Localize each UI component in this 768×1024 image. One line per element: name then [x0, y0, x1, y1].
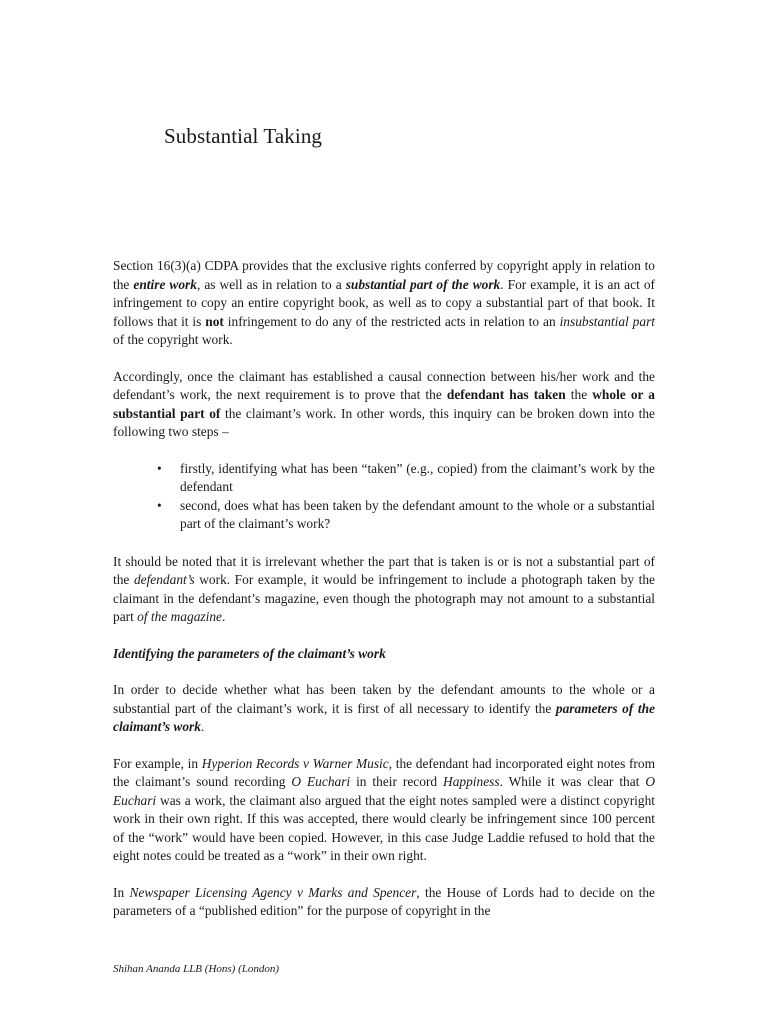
- work-title: O Euchari: [291, 774, 351, 789]
- emphasis-defendant-has-taken: defendant has taken: [446, 387, 566, 402]
- emphasis-defendants: defendant’s: [133, 572, 195, 587]
- paragraph-newspaper: [113, 884, 655, 921]
- text-run: . For example, it is an act of infringement to copy an entire copyright book, as well as to copy a substantial part of that book. It follows that it is: [113, 276, 655, 329]
- bullet-icon: •: [157, 460, 162, 476]
- text-run: Section 16(3)(a) CDPA provides that the exclusive rights conferred by copyright apply in relation to the: [113, 258, 655, 292]
- paragraph-irrelevant: [113, 553, 655, 627]
- text-run: the claimant’s work. In other words, this inquiry can be broken down into the following two steps –: [113, 405, 655, 439]
- list-item-text: second, does what has been taken by the defendant amount to the whole or a substantial part of the claimant’s work?: [180, 497, 655, 531]
- text-run: the: [565, 387, 593, 402]
- text-run: In: [113, 884, 130, 900]
- page-title: Substantial Taking: [164, 124, 323, 148]
- work-title: Happiness: [443, 774, 500, 789]
- list-item-text: firstly, identifying what has been “taken” (e.g., copied) from the claimant’s work by the defendant: [180, 460, 655, 494]
- text-run: infringement to do any of the restricted acts in relation to an: [223, 313, 560, 329]
- paragraph-order-to-decide: [113, 681, 655, 737]
- case-name: Newspaper Licensing Agency v Marks and Spencer: [129, 884, 417, 900]
- emphasis-substantial-part: substantial part of the work: [345, 276, 501, 292]
- paragraph-hyperion: [113, 755, 655, 866]
- text-run: .: [200, 719, 205, 734]
- text-run: . While it was clear that: [499, 774, 646, 789]
- paragraph-section-16: [113, 257, 655, 350]
- text-run: of the copyright work.: [113, 332, 233, 347]
- text-run: work. For example, it would be infringement to include a photograph taken by the claimant in the defendant’s magazine, even though the photograph may not amount to a substantial part: [113, 572, 655, 624]
- emphasis-entire-work: entire work: [133, 276, 197, 292]
- text-run: in their record: [350, 774, 444, 789]
- steps-list: [113, 460, 655, 534]
- text-run: was a work, the claimant also argued that the eight notes sampled were a distinct copyright work in their own right. If this was accepted, there would clearly be infringement since 100 percent of the “work” would have been copied. However, in this case Judge Laddie refused to hold that the eight notes could be treated as a “work” in their own right.: [113, 792, 655, 863]
- emphasis-of-the-magazine: of the magazine: [137, 609, 222, 624]
- emphasis-insubstantial-part: insubstantial part: [559, 313, 656, 329]
- work-title: O Euchari: [113, 774, 655, 808]
- section-heading: Identifying the parameters of the claimant’s work: [113, 645, 386, 661]
- text-run: .: [221, 609, 226, 624]
- emphasis-not: not: [205, 313, 224, 329]
- emphasis-whole-or-substantial: whole or a substantial part of: [113, 387, 655, 421]
- emphasis-parameters: parameters of the claimant’s work: [113, 700, 656, 734]
- list-item: [157, 497, 655, 534]
- document-body: [113, 257, 655, 939]
- text-run: In order to decide whether what has been taken by the defendant amounts to the whole or a substantial part of the claimant’s work, it is first of all necessary to identify the: [113, 682, 655, 716]
- text-run: , the defendant had incorporated eight notes from the claimant’s sound recording: [113, 755, 655, 789]
- list-item: [157, 460, 655, 497]
- bullet-icon: •: [157, 497, 162, 513]
- case-name: Hyperion Records v Warner Music: [201, 755, 389, 771]
- text-run: Accordingly, once the claimant has established a causal connection between his/her work and the defendant’s work, the next requirement is to prove that the: [113, 368, 655, 402]
- page-footer: Shihan Ananda LLB (Hons) (London): [113, 963, 280, 975]
- text-run: , the House of Lords had to decide on the parameters of a “published edition” for the purpose of copyright in the: [113, 884, 655, 918]
- text-run: For example, in: [113, 755, 202, 771]
- text-run: , as well as in relation to a: [196, 276, 346, 292]
- paragraph-causal-connection: [113, 368, 655, 442]
- text-run: It should be noted that it is irrelevant whether the part that is taken is or is not a substantial part of the: [113, 553, 655, 587]
